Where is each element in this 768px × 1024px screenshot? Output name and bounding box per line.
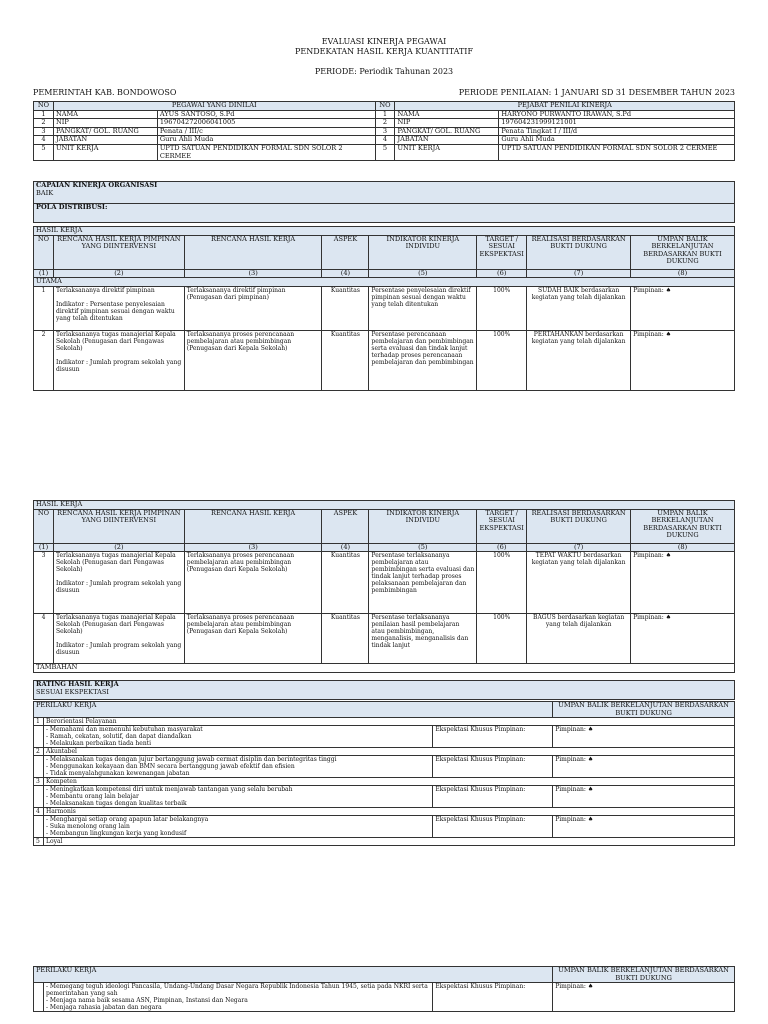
- hasil-header-cell: TARGET / SESUAI EKSPEKTASI: [477, 235, 527, 269]
- hasil-num-cell: (3): [184, 543, 322, 552]
- row-realisasi: TEPAT WAKTU berdasarkan kegiatan yang telah dijalankan: [527, 552, 631, 614]
- perilaku-point: - Menjaga rahasia jabatan dan negara: [45, 1004, 162, 1012]
- meta-row: [33, 88, 735, 97]
- row-rencana: Terlaksananya proses perencanaan pembelajaran atau pembimbingan (Penugasan dari Kepala Sekolah): [184, 614, 322, 664]
- rencana-pimpinan-text: Terlaksananya direktif pimpinan: [55, 286, 155, 294]
- perilaku-no: 5: [34, 838, 44, 846]
- ekspektasi-label-loyal: Ekspektasi Khusus Pimpinan:: [433, 983, 553, 1012]
- id-h-pegawai: PEGAWAI YANG DINILAI: [53, 102, 375, 111]
- hasil-num-cell: (1): [34, 269, 54, 278]
- identity-row: [34, 119, 735, 128]
- perilaku-points: [43, 756, 432, 778]
- hasil-num-cell: (7): [527, 543, 631, 552]
- indikator-pimpinan-text: Indikator : Jumlah program sekolah yang disusun: [55, 358, 182, 373]
- identity-cell-label: NAMA: [53, 110, 157, 119]
- identity-cell-pegawai: Guru Ahli Muda: [157, 136, 375, 145]
- identity-cell-no: 3: [34, 127, 54, 136]
- indikator-pimpinan-text: Indikator : Jumlah program sekolah yang disusun: [55, 642, 182, 657]
- perilaku-item-body: [34, 756, 735, 778]
- row-rencana-pimpinan: [53, 330, 184, 390]
- hasil-kerja-table-2: [33, 500, 735, 673]
- hasil-row: [34, 286, 735, 330]
- hasil-header-cell: UMPAN BALIK BERKELANJUTAN BERDASARKAN BUKTI DUKUNG: [631, 235, 735, 269]
- row-rencana: Terlaksananya direktif pimpinan (Penugasan dari pimpinan): [184, 286, 322, 330]
- hasil-header-cell: RENCANA HASIL KERJA: [184, 235, 322, 269]
- identity-cell-label2: NAMA: [395, 110, 499, 119]
- hasil-label-1: HASIL KERJA: [34, 227, 735, 236]
- pimpinan-label: Pimpinan: ♠: [553, 786, 735, 808]
- identity-cell-label2: NIP: [395, 119, 499, 128]
- perilaku-item-header: [34, 808, 735, 816]
- identity-cell-no: 4: [34, 136, 54, 145]
- identity-cell-pejabat: Guru Ahli Muda: [499, 136, 735, 145]
- perilaku-name: Berorientasi Pelayanan: [43, 718, 734, 726]
- hasil-num-cell: (6): [477, 269, 527, 278]
- row-target: 100%: [477, 330, 527, 390]
- identity-cell-label: UNIT KERJA: [53, 144, 157, 160]
- perilaku-table-2: [33, 966, 735, 1012]
- hasil-num-cell: (1): [34, 543, 54, 552]
- hasil-header-cell: NO: [34, 509, 54, 543]
- perilaku-header: PERILAKU KERJA: [34, 702, 553, 718]
- perilaku-point: - Melaksanakan tugas dengan kualitas terbaik: [45, 800, 187, 808]
- perilaku-item-body: [34, 816, 735, 838]
- capaian-value: BAIK: [36, 188, 54, 197]
- identity-cell-no2: 1: [375, 110, 395, 119]
- row-umpan: Pimpinan: ♠: [631, 286, 735, 330]
- pimpinan-loyal: Pimpinan: ♠: [553, 983, 735, 1012]
- identity-row: [34, 144, 735, 160]
- periode-penilaian: PERIODE PENILAIAN: 1 JANUARI SD 31 DESEMBER TAHUN 2023: [458, 88, 735, 97]
- row-iki: Persentase terlaksananya pembelajaran atau pembimbingan serta evaluasi dan tindak lanjut terhadap proses pelaksanaan pembelajaran dan pembimbingan: [369, 552, 477, 614]
- row-umpan: Pimpinan: ♠: [631, 552, 735, 614]
- row-no: 4: [34, 614, 54, 664]
- ekspektasi-label: Ekspektasi Khusus Pimpinan:: [433, 816, 553, 838]
- perilaku-name: Akuntabel: [43, 748, 734, 756]
- identity-cell-label2: UNIT KERJA: [395, 144, 499, 160]
- identity-cell-pegawai: 196704272006041005: [157, 119, 375, 128]
- perilaku-item-header: [34, 748, 735, 756]
- perilaku-item-header: [34, 718, 735, 726]
- hasil-num-cell: (2): [53, 269, 184, 278]
- hasil-header-cell: RENCANA HASIL KERJA PIMPINAN YANG DIINTERVENSI: [53, 509, 184, 543]
- hasil-header-cell: REALISASI BERDASARKAN BUKTI DUKUNG: [527, 509, 631, 543]
- identity-cell-pegawai: AYUS SANTOSO, S.Pd: [157, 110, 375, 119]
- pimpinan-label: Pimpinan: ♠: [553, 726, 735, 748]
- row-iki: Persentase penyelesaian direktif pimpinan sesuai dengan waktu yang telah ditentukan: [369, 286, 477, 330]
- perilaku-point: - Membangun lingkungan kerja yang kondusif: [45, 830, 187, 838]
- document-title: [0, 37, 768, 57]
- identity-cell-no: 1: [34, 110, 54, 119]
- perilaku-header-2: PERILAKU KERJA: [34, 967, 553, 983]
- row-aspek: Kuantitas: [322, 614, 369, 664]
- title-line-1: EVALUASI KINERJA PEGAWAI: [321, 37, 447, 46]
- row-rencana-pimpinan: [53, 552, 184, 614]
- hasil-num-cell: (8): [631, 543, 735, 552]
- perilaku-point: - Menghargai setiap orang apapun latar belakangnya: [45, 816, 209, 824]
- instansi-label: PEMERINTAH KAB. BONDOWOSO: [33, 88, 177, 97]
- row-target: 100%: [477, 614, 527, 664]
- identity-cell-pegawai: Penata / III/c: [157, 127, 375, 136]
- hasil-header-cell: RENCANA HASIL KERJA: [184, 509, 322, 543]
- row-umpan: Pimpinan: ♠: [631, 614, 735, 664]
- ekspektasi-label: Ekspektasi Khusus Pimpinan:: [433, 726, 553, 748]
- identity-cell-label2: JABATAN: [395, 136, 499, 145]
- hasil-num-cell: (4): [322, 543, 369, 552]
- hasil-header-cell: REALISASI BERDASARKAN BUKTI DUKUNG: [527, 235, 631, 269]
- identity-cell-pejabat: UPTD SATUAN PENDIDIKAN FORMAL SDN SOLOR 2 CERMEE: [499, 144, 735, 160]
- hasil-kerja-table-1: [33, 226, 735, 391]
- hasil-header-cell: RENCANA HASIL KERJA PIMPINAN YANG DIINTERVENSI: [53, 235, 184, 269]
- identity-cell-label: PANGKAT/ GOL. RUANG: [53, 127, 157, 136]
- perilaku-points: [43, 816, 432, 838]
- perilaku-point: - Ramah, cekatan, solutif, dan dapat diandalkan: [45, 733, 192, 741]
- row-no: 1: [34, 286, 54, 330]
- perilaku-no: 4: [34, 808, 44, 816]
- rating-table: [33, 680, 735, 700]
- pimpinan-label: Pimpinan: ♠: [553, 816, 735, 838]
- row-rencana: Terlaksananya proses perencanaan pembelajaran atau pembimbingan (Penugasan dari Kepala Sekolah): [184, 552, 322, 614]
- hasil-row: [34, 552, 735, 614]
- row-aspek: Kuantitas: [322, 552, 369, 614]
- identity-cell-no2: 3: [375, 127, 395, 136]
- perilaku-points-loyal: [43, 983, 432, 1012]
- rencana-pimpinan-text: Terlaksananya tugas manajerial Kepala Sekolah (Penugasan dari Pengawas Sekolah): [55, 330, 176, 352]
- perilaku-point: - Membantu orang lain belajar: [45, 793, 139, 801]
- perilaku-item-header: [34, 838, 735, 846]
- row-realisasi: SUDAH BAIK berdasarkan kegiatan yang telah dijalankan: [527, 286, 631, 330]
- identity-cell-pejabat: HARYONO PURWANTO IRAWAN, S.Pd: [499, 110, 735, 119]
- hasil-header-cell: ASPEK: [322, 235, 369, 269]
- id-h-no2: NO: [375, 102, 395, 111]
- hasil-header-cell: ASPEK: [322, 509, 369, 543]
- rating-title: RATING HASIL KERJA: [36, 680, 119, 688]
- title-line-2: PENDEKATAN HASIL KERJA KUANTITATIF: [294, 47, 474, 56]
- perilaku-points: [43, 786, 432, 808]
- hasil-nums-2: [34, 543, 735, 552]
- hasil-header-cell: INDIKATOR KINERJA INDIVIDU: [369, 509, 477, 543]
- perilaku-item-body: [34, 786, 735, 808]
- row-target: 100%: [477, 286, 527, 330]
- hasil-header-cell: UMPAN BALIK BERKELANJUTAN BERDASARKAN BUKTI DUKUNG: [631, 509, 735, 543]
- id-h-pejabat: PEJABAT PENILAI KINERJA: [395, 102, 735, 111]
- identity-table: [33, 101, 735, 161]
- tambahan-label: TAMBAHAN: [34, 664, 735, 673]
- perilaku-no: 2: [34, 748, 44, 756]
- row-aspek: Kuantitas: [322, 330, 369, 390]
- hasil-num-cell: (7): [527, 269, 631, 278]
- identity-cell-label: JABATAN: [53, 136, 157, 145]
- hasil-num-cell: (2): [53, 543, 184, 552]
- perilaku-points: [43, 726, 432, 748]
- hasil-num-cell: (3): [184, 269, 322, 278]
- perilaku-name: Kompeten: [43, 778, 734, 786]
- hasil-row: [34, 614, 735, 664]
- identity-cell-no2: 4: [375, 136, 395, 145]
- row-realisasi: BAGUS berdasarkan kegiatan yang telah dijalankan: [527, 614, 631, 664]
- capaian-title: CAPAIAN KINERJA ORGANISASI: [36, 181, 158, 189]
- hasil-num-cell: (8): [631, 269, 735, 278]
- row-realisasi: PERTAHANKAN berdasarkan kegiatan yang telah dijalankan: [527, 330, 631, 390]
- ekspektasi-label: Ekspektasi Khusus Pimpinan:: [433, 756, 553, 778]
- row-target: 100%: [477, 552, 527, 614]
- perilaku-point: - Menjaga nama baik sesama ASN, Pimpinan, Instansi dan Negara: [45, 997, 248, 1005]
- perilaku-point: - Memahami dan memenuhi kebutuhan masyarakat: [45, 726, 203, 734]
- capaian-table: [33, 181, 735, 223]
- identity-cell-no2: 5: [375, 144, 395, 160]
- periode-title: PERIODE: Periodik Tahunan 2023: [314, 67, 454, 76]
- hasil-nums-1: [34, 269, 735, 278]
- identity-cell-label: NIP: [53, 119, 157, 128]
- hasil-num-cell: (5): [369, 269, 477, 278]
- identity-cell-label2: PANGKAT/ GOL. RUANG: [395, 127, 499, 136]
- rencana-pimpinan-text: Terlaksananya tugas manajerial Kepala Sekolah (Penugasan dari Pengawas Sekolah): [55, 552, 176, 574]
- hasil-header-1: [34, 235, 735, 269]
- identity-cell-no: 2: [34, 119, 54, 128]
- hasil-header-cell: INDIKATOR KINERJA INDIVIDU: [369, 235, 477, 269]
- perilaku-item-body: [34, 726, 735, 748]
- ekspektasi-label: Ekspektasi Khusus Pimpinan:: [433, 786, 553, 808]
- perilaku-point: - Memegang teguh ideologi Pancasila, Undang-Undang Dasar Negara Republik Indonesia Tahun 1945, setia pada NKRI serta pemerintahan yang sah: [45, 983, 428, 998]
- hasil-row: [34, 330, 735, 390]
- hasil-num-cell: (6): [477, 543, 527, 552]
- rencana-pimpinan-text: Terlaksananya tugas manajerial Kepala Sekolah (Penugasan dari Pengawas Sekolah): [55, 614, 176, 636]
- id-h-no: NO: [34, 102, 54, 111]
- rating-value: SESUAI EKSPEKTASI: [36, 687, 110, 696]
- pola-distribusi: POLA DISTRIBUSI:: [34, 204, 735, 223]
- perilaku-point: - Melakukan perbaikan tiada henti: [45, 740, 152, 748]
- perilaku-no: 3: [34, 778, 44, 786]
- utama-label: UTAMA: [34, 278, 735, 287]
- perilaku-umpan-header: UMPAN BALIK BERKELANJUTAN BERDASARKAN BUKTI DUKUNG: [553, 702, 735, 718]
- identity-cell-no2: 2: [375, 119, 395, 128]
- row-rencana-pimpinan: [53, 614, 184, 664]
- identity-cell-no: 5: [34, 144, 54, 160]
- hasil-header-cell: TARGET / SESUAI EKSPEKTASI: [477, 509, 527, 543]
- perilaku-point: - Melaksanakan tugas dengan jujur bertanggung jawab cermat disiplin dan berintegritas tinggi: [45, 756, 337, 764]
- hasil-header-cell: NO: [34, 235, 54, 269]
- identity-cell-pejabat: 197604231999121001: [499, 119, 735, 128]
- row-rencana-pimpinan: [53, 286, 184, 330]
- hasil-label-2: HASIL KERJA: [34, 501, 735, 510]
- row-iki: Persentase terlaksananya penilaian hasil pembelajaran atau pembimbingan, menganalisis, menganalisis dan tindak lanjut: [369, 614, 477, 664]
- hasil-header-2: [34, 509, 735, 543]
- indikator-pimpinan-text: Indikator : Jumlah program sekolah yang disusun: [55, 580, 182, 595]
- identity-cell-pejabat: Penata Tingkat I / III/d: [499, 127, 735, 136]
- row-umpan: Pimpinan: ♠: [631, 330, 735, 390]
- perilaku-point: - Tidak menyalahgunakan kewenangan jabatan: [45, 770, 190, 778]
- perilaku-name: Loyal: [43, 838, 734, 846]
- row-no: 3: [34, 552, 54, 614]
- identity-cell-pegawai: UPTD SATUAN PENDIDIKAN FORMAL SDN SOLOR 2 CERMEE: [157, 144, 375, 160]
- perilaku-point: - Menggunakan kekayaan dan BMN secara bertanggung jawab efektif dan efisien: [45, 763, 295, 771]
- hasil-num-cell: (4): [322, 269, 369, 278]
- row-iki: Persentase perencanaan pembelajaran dan pembimbingan serta evaluasi dan tindak lanjut terhadap proses perencanaan pembelajaran dan pembimbingan: [369, 330, 477, 390]
- indikator-pimpinan-text: Indikator : Persentase penyelesaian direktif pimpinan sesuai dengan waktu yang telah ditentukan: [55, 300, 175, 322]
- row-aspek: Kuantitas: [322, 286, 369, 330]
- pimpinan-label: Pimpinan: ♠: [553, 756, 735, 778]
- perilaku-point: - Meningkatkan kompetensi diri untuk menjawab tantangan yang selalu berubah: [45, 786, 293, 794]
- perilaku-umpan-header-2: UMPAN BALIK BERKELANJUTAN BERDASARKAN BUKTI DUKUNG: [553, 967, 735, 983]
- row-no: 2: [34, 330, 54, 390]
- perilaku-name: Harmonis: [43, 808, 734, 816]
- row-rencana: Terlaksananya proses perencanaan pembelajaran atau pembimbingan (Penugasan dari Kepala Sekolah): [184, 330, 322, 390]
- perilaku-point: - Suka menolong orang lain: [45, 823, 130, 831]
- perilaku-table: [33, 701, 735, 846]
- perilaku-no: 1: [34, 718, 44, 726]
- perilaku-item-header: [34, 778, 735, 786]
- hasil-num-cell: (5): [369, 543, 477, 552]
